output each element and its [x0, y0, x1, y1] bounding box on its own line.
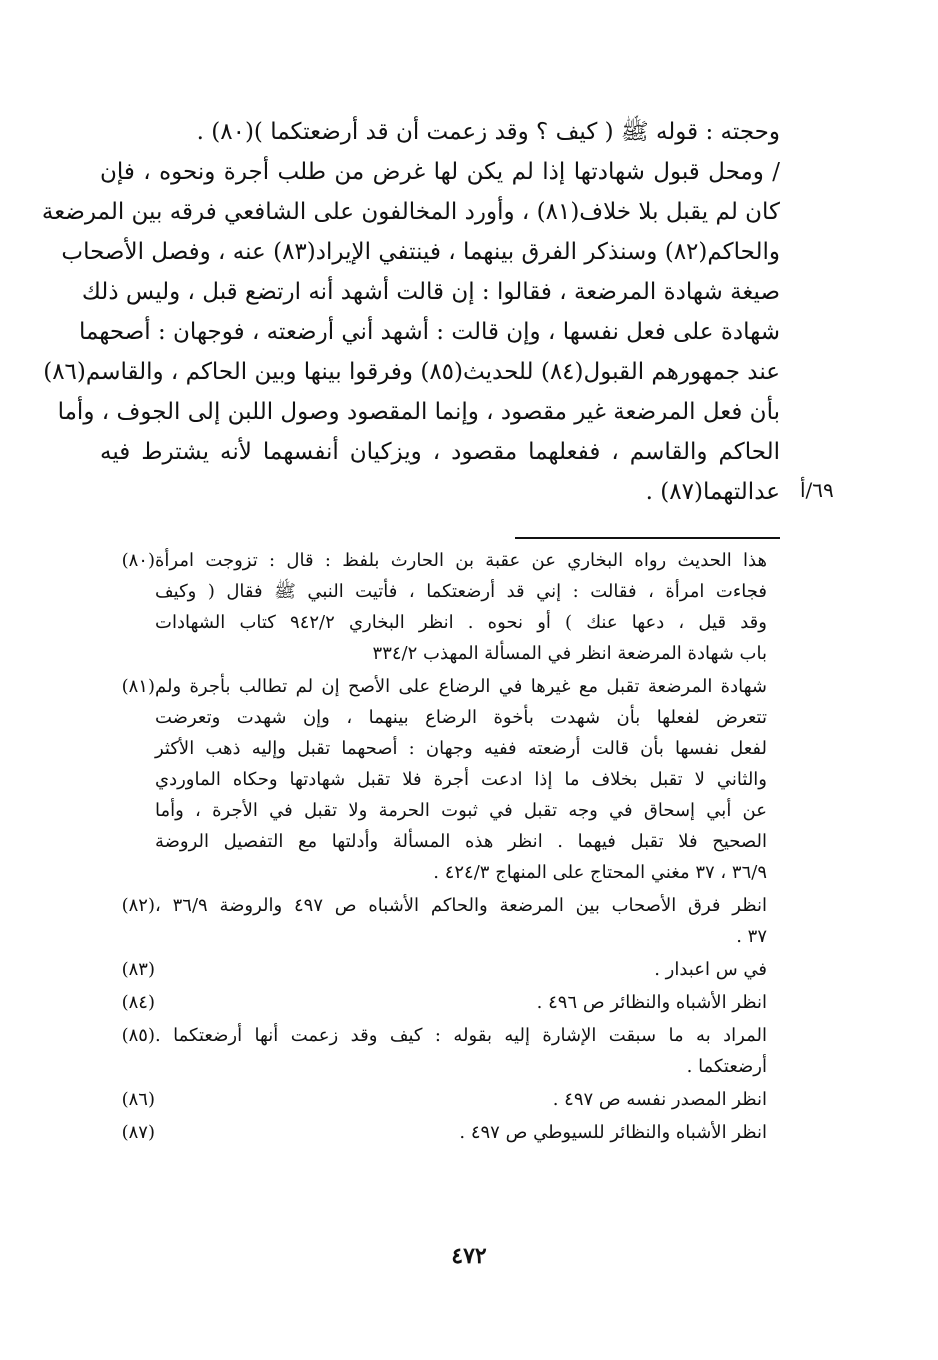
footnote-body	[155, 545, 785, 669]
footnote-number: (٨٥)	[121, 1025, 155, 1046]
footnote-line: انظر فرق الأصحاب بين المرضعة والحاكم الأشباه ص ٤٩٧ والروضة ٣٦/٩ ،	[155, 895, 767, 916]
footnote-number: (٨٦)	[121, 1089, 155, 1110]
footnote-number: (٨١)	[121, 676, 155, 697]
footnote-number: (٨٢)	[121, 895, 155, 916]
footnote-line: أرضعتكما .	[686, 1056, 767, 1077]
footnote-body	[155, 1020, 785, 1082]
page-number: ٤٧٢	[451, 1243, 487, 1269]
main-text-line: عدالتهما(٨٧) .	[645, 479, 780, 505]
footnote-body	[155, 987, 785, 1018]
footnote-separator	[515, 537, 780, 539]
footnote-84	[95, 987, 785, 1018]
footnote-body	[155, 671, 785, 888]
main-text-line: بأن فعل المرضعة غير مقصود ، وإنما المقصود وصول اللبن إلى الجوف ، وأما	[57, 399, 780, 425]
main-text-line: / ومحل قبول شهادتها إذا لم يكن لها غرض من طلب أجرة ونحوه ، فإن	[100, 159, 780, 185]
footnote-line: تتعرض لفعلها بأن شهدت بأخوة الرضاع بينهما ، وإن شهدت وتعرضت	[155, 707, 767, 728]
footnote-83	[95, 954, 785, 985]
footnote-86	[95, 1084, 785, 1115]
footnote-line: عن أبي إسحاق في وجه تقبل في ثبوت الحرمة ولا تقبل في الأجرة ، وأما	[155, 800, 767, 821]
footnote-line: باب شهادة المرضعة انظر في المسألة المهذب ٣٣٤/٢	[372, 643, 767, 664]
footnote-line: شهادة المرضعة تقبل مع غيرها في الرضاع على الأصح إن لم تطالب بأجرة ولم	[155, 676, 767, 697]
footnote-line: ٣٦/٩ ، ٣٧ مغني المحتاج على المنهاج ٤٢٤/٣ .	[433, 862, 767, 883]
footnote-line: هذا الحديث رواه البخاري عن عقبة بن الحارث بلفظ : قال : تزوجت امرأة	[155, 550, 767, 571]
main-text-line: عند جمهورهم القبول(٨٤) للحديث(٨٥) وفرقوا بينها وبين الحاكم ، والقاسم(٨٦)	[43, 359, 780, 385]
footnote-line: ٣٧ .	[736, 926, 767, 947]
footnote-line: فجاءت امرأة ، فقالت : إني قد أرضعتكما ، فأتيت النبي ﷺ فقال ( وكيف	[155, 581, 767, 602]
footnote-line: انظر الأشباه والنظائر للسيوطي ص ٤٩٧ .	[459, 1122, 767, 1143]
footnote-line: في س اعبدار .	[654, 959, 767, 980]
manuscript-folio-marker: ٦٩/أ	[800, 478, 834, 502]
footnote-80	[95, 545, 785, 669]
footnotes-section	[95, 545, 785, 1150]
footnote-number: (٨٠)	[121, 550, 155, 571]
main-text-line: الحاكم والقاسم ، ففعلهما مقصود ، ويزكيان أنفسهما لأنه يشترط فيه	[100, 439, 780, 465]
main-text-line: شهادة على فعل نفسها ، وإن قالت : أشهد أني أرضعته ، فوجهان : أصحهما	[79, 319, 780, 345]
footnote-87	[95, 1117, 785, 1148]
footnote-body	[155, 890, 785, 952]
footnote-82	[95, 890, 785, 952]
footnote-line: لفعل نفسها بأن قالت أرضعته ففيه وجهان : أصحهما تقبل وإليه ذهب الأكثر	[155, 738, 767, 759]
footnote-number: (٨٤)	[121, 992, 155, 1013]
footnote-body	[155, 1084, 785, 1115]
footnote-line: انظر المصدر نفسه ص ٤٩٧ .	[552, 1089, 767, 1110]
main-text-block	[41, 112, 780, 512]
footnote-number: (٨٧)	[121, 1122, 155, 1143]
main-text-line: صيغة شهادة المرضعة ، فقالوا : إن قالت أشهد أنه ارتضع قبل ، وليس ذلك	[81, 279, 780, 305]
footnote-line: الصحيح فلا تقبل فيهما . انظر هذه المسألة وأدلتها مع التفصيل الروضة	[155, 831, 767, 852]
main-text-line: وحجته : قوله ﷺ ( كيف ؟ وقد زعمت أن قد أرضعتكما )(٨٠) .	[196, 119, 780, 145]
footnote-81	[95, 671, 785, 888]
footnote-body	[155, 954, 785, 985]
footnote-body	[155, 1117, 785, 1148]
footnote-number: (٨٣)	[121, 959, 155, 980]
main-text-line: كان لم يقبل بلا خلاف(٨١) ، وأورد المخالفون على الشافعي فرقه بين المرضعة	[41, 199, 780, 225]
main-text-line: والحاكم(٨٢) وسنذكر الفرق بينهما ، فينتفي الإيراد(٨٣) عنه ، وفصل الأصحاب	[61, 239, 780, 265]
footnote-line: وقد قيل ، دعها عنك ) أو نحوه . انظر البخاري ٩٤٢/٢ كتاب الشهادات	[155, 612, 767, 633]
footnote-85	[95, 1020, 785, 1082]
footnote-line: والثاني لا تقبل بخلاف ما إذا ادعت أجرة فلا تقبل شهادتها وحكاه الماوردي	[155, 769, 767, 790]
footnote-line: انظر الأشباه والنظائر ص ٤٩٦ .	[536, 992, 767, 1013]
footnote-line: المراد به ما سبقت الإشارة إليه بقوله : كيف وقد زعمت أنها أرضعتكما .	[155, 1025, 767, 1046]
